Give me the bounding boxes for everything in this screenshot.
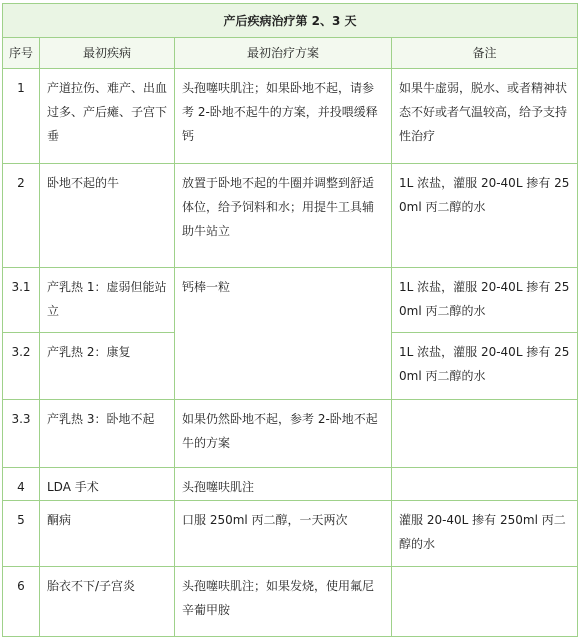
row-disease: 卧地不起的牛 [40,164,175,268]
row-treatment: 钙棒一粒 [175,268,392,400]
row-treatment: 如果仍然卧地不起，参考 2-卧地不起牛的方案 [175,400,392,468]
row-disease: 酮病 [40,501,175,567]
row-number: 5 [3,501,40,567]
row-note: 1L 浓盐，灌服 20-40L 掺有 250ml 丙二醇的水 [392,268,578,333]
header-row [3,38,578,69]
table-row [3,400,578,468]
row-number: 4 [3,468,40,501]
row-treatment: 头孢噻呋肌注 [175,468,392,501]
row-number: 3.2 [3,333,40,400]
table-row [3,164,578,268]
row-treatment: 口服 250ml 丙二醇，一天两次 [175,501,392,567]
table-title-row [3,4,578,38]
row-note [392,567,578,637]
table-row [3,468,578,501]
row-note: 1L 浓盐，灌服 20-40L 掺有 250ml 丙二醇的水 [392,164,578,268]
row-note: 1L 浓盐，灌服 20-40L 掺有 250ml 丙二醇的水 [392,333,578,400]
row-treatment: 头孢噻呋肌注；如果发烧，使用氟尼辛葡甲胺 [175,567,392,637]
table-row [3,69,578,164]
row-treatment: 放置于卧地不起的牛圈并调整到舒适体位，给予饲料和水；用提牛工具辅助牛站立 [175,164,392,268]
table-row [3,567,578,637]
row-number: 1 [3,69,40,164]
table-row [3,501,578,567]
header-disease: 最初疾病 [40,38,175,69]
row-number: 3.1 [3,268,40,333]
row-treatment: 头孢噻呋肌注；如果卧地不起，请参考 2-卧地不起牛的方案，并投喂缓释钙 [175,69,392,164]
row-note: 灌服 20-40L 掺有 250ml 丙二醇的水 [392,501,578,567]
row-disease: 产乳热 3：卧地不起 [40,400,175,468]
row-number: 2 [3,164,40,268]
row-note: 如果牛虚弱，脱水、或者精神状态不好或者气温较高，给予支持性治疗 [392,69,578,164]
table-row [3,268,578,333]
row-disease: 产乳热 1：虚弱但能站立 [40,268,175,333]
header-treatment: 最初治疗方案 [175,38,392,69]
header-note: 备注 [392,38,578,69]
row-number: 3.3 [3,400,40,468]
row-disease: 产道拉伤、难产、出血过多、产后瘫、子宫下垂 [40,69,175,164]
row-note [392,400,578,468]
treatment-table [2,3,578,637]
header-no: 序号 [3,38,40,69]
row-disease: 胎衣不下/子宫炎 [40,567,175,637]
table-title: 产后疾病治疗第 2、3 天 [3,4,578,38]
row-note [392,468,578,501]
row-disease: LDA 手术 [40,468,175,501]
row-number: 6 [3,567,40,637]
row-disease: 产乳热 2：康复 [40,333,175,400]
